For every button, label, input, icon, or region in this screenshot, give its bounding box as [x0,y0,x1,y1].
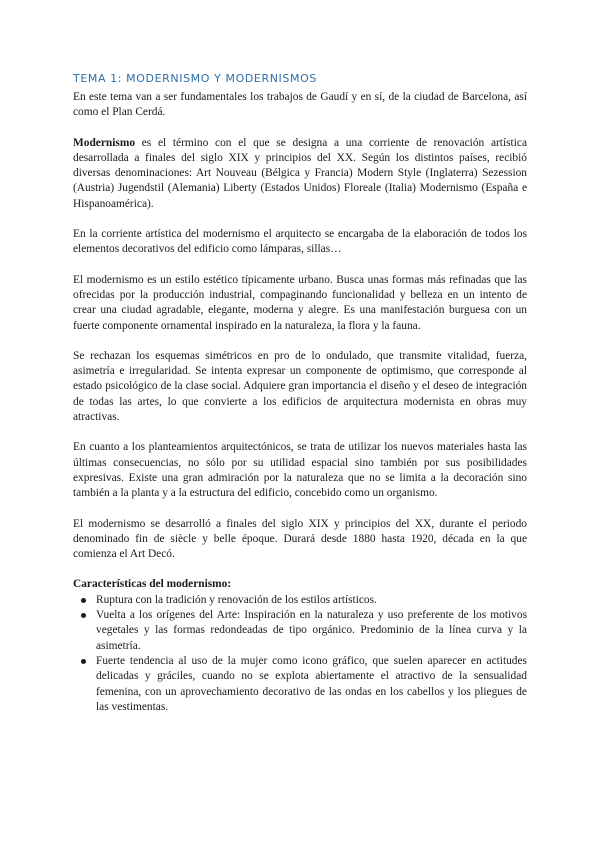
list-item [73,608,527,654]
architecture-paragraph: En cuanto a los planteamientos arquitectónicos, se trata de utilizar los nuevos materiales hasta las últimas consecuencias, no sólo por su utilidad espacial sino también por sus posibilidades expresivas. Existe una gran admiración por la naturaleza que no se limita a la decoración sino también a la planta y a la estructura del edificio, concebido como un organismo. [73,441,527,500]
page-title: TEMA 1: MODERNISMO Y MODERNISMOS [73,72,317,85]
bullet-icon [81,659,86,664]
bullet-icon [81,598,86,603]
list-item [73,593,527,608]
definition-paragraph [73,136,527,212]
intro-paragraph: En este tema van a ser fundamentales los trabajos de Gaudí y en sí, de la ciudad de Barcelona, así como el Plan Cerdá. [73,91,527,119]
bullet-icon [81,613,86,618]
characteristics-list [73,593,527,715]
list-item-text: Fuerte tendencia al uso de la mujer como icono gráfico, que suelen aparecer en actitudes delicadas y gráciles, cuando no se explota abiertamente el atractivo de la sensualidad femenina, con un aprovechamiento decorativo de las ondas en los cabellos y los pliegues de las vestimentas. [96,654,527,713]
urban-style-paragraph: El modernismo es un estilo estético típicamente urbano. Busca unas formas más refinadas que las ofrecidas por la producción industrial, compaginando funcionalidad y belleza en un intento de crear una ciudad agradable, elegante, moderna y alegre. Es una manifestación burguesa con un fuerte componente ornamental inspirado en la naturaleza, la flora y la fauna. [73,273,527,332]
list-item [73,654,527,715]
architect-paragraph: En la corriente artística del modernismo el arquitecto se encargaba de la elaboración de todos los elementos decorativos del edificio como lámparas, sillas… [73,228,527,256]
asymmetry-paragraph: Se rechazan los esquemas simétricos en pro de lo ondulado, que transmite vitalidad, fuerza, asimetría e irregularidad. Se intenta expresar un componente de optimismo, que corresponde al estado psicológico de la clase social. Adquiere gran importancia el diseño y el deseo de integración de todas las artes, lo que convierte a los edificios de arquitectura modernista en obras muy atractivas. [73,349,527,424]
definition-term: Modernismo [73,136,136,149]
list-item-text: Vuelta a los orígenes del Arte: Inspiración en la naturaleza y uso preferente de los motivos vegetales y las formas redondeadas de tipo orgánico. Predominio de la línea curva y la asimetría. [96,609,527,652]
document-body [73,72,527,715]
definition-text: es el término con el que se designa a una corriente de renovación artística desarrollada a finales del siglo XIX y principios del XX. Según los distintos países, recibió diversas denominaciones: Art Nouveau (Bélgica y Francia) Modern Style (Inglaterra) Sezession (Austria) Jugendstil (Alemania) Liberty (Estados Unidos) Floreale (Italia) Modernismo (España e Hispanoamérica). [73,136,527,210]
characteristics-heading: Características del modernismo: [73,578,232,591]
list-item-text: Ruptura con la tradición y renovación de los estilos artísticos. [96,593,377,606]
period-paragraph: El modernismo se desarrolló a finales del siglo XIX y principios del XX, durante el periodo denominado fin de siècle y belle époque. Durará desde 1880 hasta 1920, década en la que comienza el Art Decó. [73,517,527,561]
